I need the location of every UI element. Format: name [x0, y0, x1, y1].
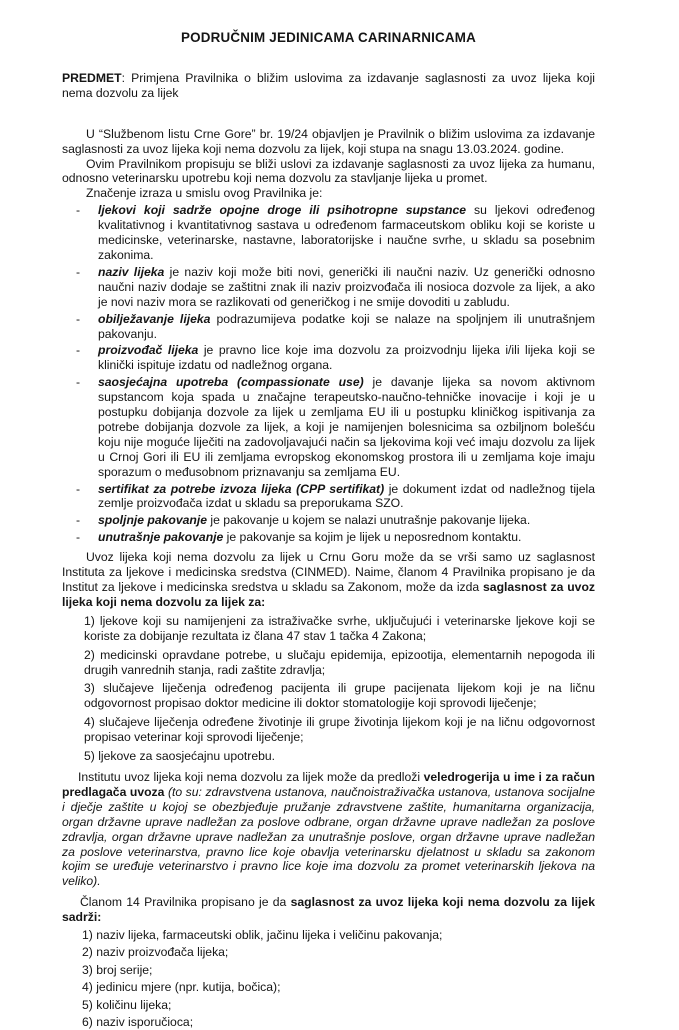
content-item: 1) naziv lijeka, farmaceutski oblik, jačinu lijeka i veličinu pakovanja; — [82, 928, 443, 943]
definition-item — [62, 375, 595, 479]
import-paragraph-bold: saglasnost za uvoz lijeka koji nema dozvolu za lijek za: — [62, 580, 595, 609]
definition-term: naziv lijeka — [98, 264, 165, 279]
approval-contents-list — [62, 928, 595, 1030]
definition-term: unutrašnje pakovanje — [98, 530, 224, 545]
definition-item — [62, 203, 595, 263]
subject-line — [62, 71, 595, 101]
definition-term: obilježavanje lijeka — [98, 311, 211, 326]
paragraph-official-gazette: U “Službenom listu Crne Gore” br. 19/24 objavljen je Pravilnik o bližim uslovima za izdavanje saglasnosti za uvoz lijeka koji nema dozvolu za lijek, koji stupa na snagu 13.03.2024. godine. — [62, 126, 595, 156]
definition-item — [62, 312, 595, 342]
content-item: 5) količinu lijeka; — [82, 997, 172, 1012]
dash-marker: - — [76, 513, 81, 528]
paragraph-import-approval — [62, 550, 595, 610]
paragraph-article14 — [62, 895, 595, 925]
definition-text: podrazumijeva podatke koji se nalaze na spoljnjem ili unutrašnjem pakovanju. — [98, 311, 596, 341]
definition-item — [62, 530, 595, 545]
definition-item — [62, 513, 595, 528]
content-item: 3) broj serije; — [82, 962, 153, 977]
case-item: 2) medicinski opravdane potrebe, u slučaju epidemija, epizootija, elementarnih nepogoda ili drugih vanrednih stanja, radi zaštite zdravlja; — [84, 647, 595, 677]
import-cases-list — [62, 614, 595, 764]
dash-marker: - — [76, 311, 81, 326]
proposer-paragraph-bold: veledrogerija u ime i za račun predlagača uvoza — [62, 769, 595, 799]
proposer-paragraph-text: Institutu uvoz lijeka koji nema dozvolu za lijek može da predloži — [78, 769, 424, 784]
case-item: 3) slučajeve liječenja određenog pacijenta ili grupe pacijenata lijekom koji je na ličnu odgovornost propisao doktor medicine ili doktor stomatologije koji sprovodi liječenje; — [84, 681, 595, 711]
definition-term: proizvođač lijeka — [98, 343, 199, 358]
document-title: PODRUČNIM JEDINICAMA CARINARNICAMA — [181, 30, 476, 45]
definition-term: ljekovi koji sadrže opojne droge ili psihotropne supstance — [98, 203, 467, 218]
definition-text: je dokument izdat od nadležnog tijela zemlje proizvođača izdat u skladu sa preporukama SZO. — [98, 481, 595, 511]
definition-item — [62, 265, 595, 310]
definition-text: je pakovanje u kojem se nalazi unutrašnje pakovanje lijeka. — [207, 513, 531, 528]
definition-item — [62, 482, 595, 512]
dash-marker: - — [76, 481, 81, 496]
definition-text: je pakovanje sa kojim je lijek u neposrednom kontaktu. — [223, 530, 522, 545]
proposer-paragraph-italic: (to su: zdravstvena ustanova, naučnoistraživačka ustanova, ustanova socijalne i dječje zaštite u kojoj se obezbjeđuje pružanje zdravstvene zaštite, humanitarna organizacija, organ državne uprave nadležan za poslove odbrane, organ državne uprave nadležan za poslove zdravlja, organ državne uprave nadležan za unutrašnje poslove, organ državne uprave nadležan za poslove veterinarstva, pravno lice koje obavlja veterinarsku djelatnost u skladu sa zakonom kojim se uređuje veterinarstvo i pravno lice koje ima dozvolu za promet veterinarskih ljekova na veliko). — [62, 784, 596, 889]
definition-item — [62, 343, 595, 373]
case-item: 1) ljekove koji su namijenjeni za istraživačke svrhe, uključujući i veterinarske ljekove koji se koriste za dobijanje rezultata iz člana 47 stav 1 tačka 4 Zakona; — [84, 613, 595, 643]
dash-marker: - — [76, 264, 81, 279]
definition-text: je davanje lijeka sa novom aktivnom supstancom koja spada u značajne terapeutsko-naučno-tehničke inovacije i koji je u postupku dobijanja dozvole za lijek u zemljama EU ili u postupku kliničkog ispitivanja za potrebe dobijanja dozvole za lijek, a koji je namijenjen bolesnicima sa ozbiljnom bolešću koju nije moguće liječiti na zadovoljavajući način sa ljekovima koji već imaju dozvolu za lijek u Crnoj Gori ili EU ili zemljama evropskog ekonomskog prostora ili u zemljama koje imaju sporazum o međusobnom priznavanju sa zemljama EU. — [98, 375, 595, 479]
article14-paragraph-bold: saglasnost za uvoz lijeka koji nema dozvolu za lijek sadrži: — [62, 895, 595, 925]
dash-marker: - — [76, 530, 81, 545]
content-item: 4) jedinicu mjere (npr. kutija, bočica); — [82, 980, 281, 995]
definitions-list — [62, 203, 595, 545]
paragraph-definitions-lead: Značenje izraza u smislu ovog Pravilnika je: — [86, 186, 323, 201]
import-paragraph-text: Uvoz lijeka koji nema dozvolu za lijek u Crnu Goru može da se vrši samo uz saglasnost Instituta za ljekove i medicinska sredstva (CINMED). Naime, članom 4 Pravilnika propisano je da Institut za ljekove i medicinska sredstva u skladu sa Zakonom, može da izda — [62, 550, 595, 594]
case-item: 4) slučajeve liječenja određene životinje ili grupe životinja lijekom koji je na ličnu odgovornost propisao veterinar koji sprovodi liječenje; — [84, 715, 595, 745]
definition-term: spoljnje pakovanje — [98, 513, 208, 528]
paragraph-proposer — [62, 770, 595, 889]
dash-marker: - — [76, 203, 81, 218]
paragraph-rulebook-scope: Ovim Pravilnikom propisuju se bliži uslovi za izdavanje saglasnosti za uvoz lijeka za humanu, odnosno veterinarsku upotrebu koji nema dozvolu za stavljanje lijeka u promet. — [62, 156, 595, 186]
article14-paragraph-text: Članom 14 Pravilnika propisano je da — [80, 895, 291, 910]
definition-term: sertifikat za potrebe izvoza lijeka (CPP sertifikat) — [98, 481, 385, 496]
dash-marker: - — [76, 343, 81, 358]
subject-label: PREDMET — [62, 70, 122, 85]
subject-text: : Primjena Pravilnika o bližim uslovima za izdavanje saglasnosti za uvoz lijeka koji nema dozvolu za lijek — [62, 70, 595, 100]
definition-term: saosjećajna upotreba (compassionate use) — [98, 375, 364, 390]
case-item: 5) ljekove za saosjećajnu upotrebu. — [84, 749, 276, 764]
content-item: 2) naziv proizvođača lijeka; — [82, 945, 229, 960]
definition-text: je naziv koji može biti novi, generički ili naučni naziv. Uz generički odnosno naučni naziv dodaje se zaštitni znak ili naziv proizvođača ili nosioca dozvole za lijek, a ako je novi naziv mora se razlikovati od generičkog i ne smije dovoditi u zabludu. — [98, 264, 595, 309]
content-item: 6) naziv isporučioca; — [82, 1015, 194, 1030]
definition-text: je pravno lice koje ima dozvolu za proizvodnju lijeka i/ili lijeka koji se klinički ispituje izdatu od nadležnog organa. — [98, 343, 595, 373]
dash-marker: - — [76, 375, 81, 390]
definition-text: su ljekovi određenog kvalitativnog i kvantitativnog sastava u određenom farmaceutskom obliku koji se koriste u medicinske, veterinarske, nastavne, laboratorijske i naučne svrhe, u skladu sa posebnim zakonima. — [98, 203, 595, 262]
